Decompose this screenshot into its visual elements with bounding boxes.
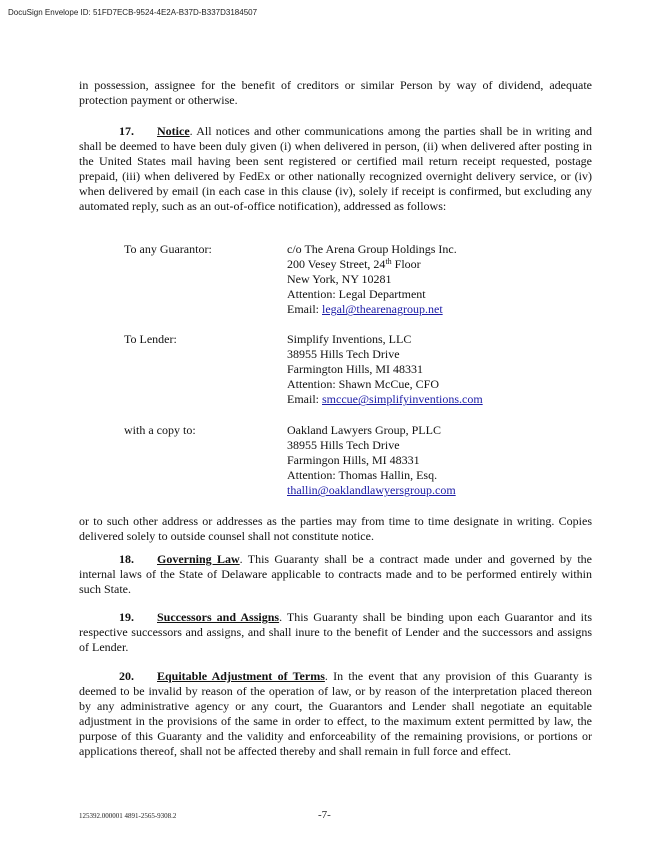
- address-label: To any Guarantor:: [124, 242, 212, 256]
- address-line: 200 Vesey Street, 24th Floor: [287, 257, 421, 272]
- address-line: Farmington Hills, MI 48331: [287, 362, 424, 377]
- after-address-paragraph: or to such other address or addresses as the parties may from time to time designate in writing. Copies delivered solely to outside counsel shall not constitute notice.: [79, 514, 592, 544]
- address-line: 38955 Hills Tech Drive: [287, 347, 400, 362]
- address-line: c/o The Arena Group Holdings Inc.: [287, 242, 457, 256]
- docusign-envelope-id: DocuSign Envelope ID: 51FD7ECB-9524-4E2A-B37D-B337D3184507: [8, 8, 258, 17]
- address-label: with a copy to:: [124, 423, 196, 437]
- section-heading: Notice: [157, 124, 190, 138]
- section-body: . In the event that any provision of this Guaranty is deemed to be invalid by reason of the operation of law, or by reason of the interpretation placed thereon by any administrative agency or any court, the Guarantors and Lender shall negotiate an equitable adjustment in the provisions of the same in order to effect, to the maximum extent permitted by law, the purpose of this Guaranty and the validity and enforceability of the remaining provisions, or portions or applications thereof, shall not be affected thereby and shall remain in full force and effect.: [79, 669, 592, 759]
- lender-email-link[interactable]: smccue@simplifyinventions.com: [322, 392, 483, 407]
- section-19-successors: [79, 610, 592, 655]
- address-lines: [287, 332, 483, 407]
- section-18-governing-law: [79, 552, 592, 597]
- section-body: . This Guaranty shall be binding upon each Guarantor and its respective successors and assigns, and shall inure to the benefit of Lender and the successors and assigns of Lender.: [79, 610, 592, 655]
- email-line: Email: legal@thearenagroup.net: [287, 302, 443, 317]
- email-line: Email: smccue@simplifyinventions.com: [287, 392, 483, 407]
- footer-document-id: 125392.000001 4891-2565-9308.2: [79, 812, 177, 820]
- address-line: New York, NY 10281: [287, 272, 392, 287]
- section-20-equitable-adjustment: [79, 669, 592, 760]
- address-line: Oakland Lawyers Group, PLLC: [287, 423, 441, 437]
- section-body: . This Guaranty shall be a contract made under and governed by the internal laws of the State of Delaware applicable to contracts made and to be performed entirely within such State.: [79, 552, 593, 597]
- address-line: Attention: Legal Department: [287, 287, 426, 302]
- section-number: 18.: [119, 552, 134, 566]
- section-heading: Equitable Adjustment of Terms: [157, 669, 325, 683]
- section-body: . All notices and other communications among the parties shall be in writing and shall be deemed to have been duly given (i) when delivered in person, (ii) when delivered after posting in the United States mail having been sent registered or certified mail return receipt requested, postage prepaid, (iii) when delivered by FedEx or other nationally recognized overnight delivery service, or (iv) when delivered by email (in each case in this clause (iv), solely if receipt is confirmed, but excluding any automated reply, such as an out-of-office notification), addressed as follows:: [79, 124, 592, 214]
- section-number: 20.: [119, 669, 134, 683]
- page-number: -7-: [318, 809, 331, 821]
- address-line: Simplify Inventions, LLC: [287, 332, 412, 346]
- address-line: 38955 Hills Tech Drive: [287, 438, 400, 453]
- section-number: 19.: [119, 610, 134, 624]
- section-number: 17.: [119, 124, 134, 138]
- guarantor-email-link[interactable]: legal@thearenagroup.net: [322, 302, 443, 317]
- address-line: Attention: Thomas Hallin, Esq.: [287, 468, 438, 483]
- section-17-notice: [79, 124, 592, 215]
- email-line: [287, 483, 456, 498]
- section-heading: Successors and Assigns: [157, 610, 280, 624]
- address-line: Farmingon Hills, MI 48331: [287, 453, 420, 468]
- address-lines: [287, 242, 457, 317]
- address-lines: [287, 423, 456, 498]
- address-label: To Lender:: [124, 332, 177, 346]
- address-line: Attention: Shawn McCue, CFO: [287, 377, 439, 392]
- section-heading: Governing Law: [157, 552, 240, 566]
- intro-paragraph: in possession, assignee for the benefit of creditors or similar Person by way of dividend, adequate protection payment or otherwise.: [79, 78, 592, 108]
- copy-email-link[interactable]: thallin@oaklandlawyersgroup.com: [287, 483, 456, 498]
